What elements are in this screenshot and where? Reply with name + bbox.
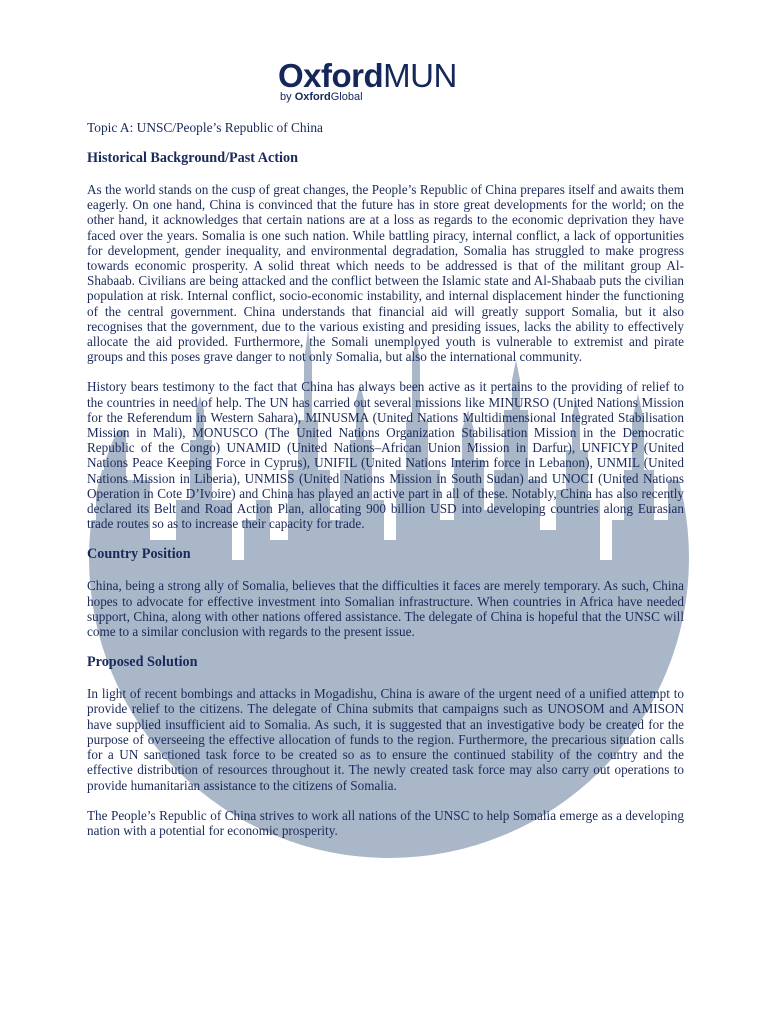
heading-proposed-solution: Proposed Solution [87,654,198,671]
logo-wordmark: OxfordMUN [278,57,457,94]
oxfordmun-logo [278,58,498,103]
heading-historical-background: Historical Background/Past Action [87,150,298,166]
paragraph-background-1: As the world stands on the cusp of great changes, the People’s Republic of China prepares itself and awaits them eagerly. On one hand, China is convinced that the future has in store great developments for the world; on the other hand, it acknowledges that certain nations are at a loss as regards to the economic deprivation they have faced over the years. Somalia is one such nation. While battling piracy, internal conflict, a lack of opportunities for development, gender inequality, and environmental degradation, Somalia has struggled to make progress towards economic prosperity. A solid threat which needs to be addressed is that of the militant group Al-Shabaab. Civilians are being attacked and the conflict between the Islamic state and Al-Shabaab puts the civilian population at risk. Internal conflict, socio-economic instability, and internal displacement hinder the functioning of the central government. China understands that financial aid will greatly support Somalia, but it also recognises that the government, due to the various existing and presiding issues, lacks the ability to effectively allocate the aid provided. Furthermore, the Somali unemployed youth is vulnerable to extremist and pirate groups and this poses grave danger to not only Somalia, but also the international community. [87,182,684,365]
document-body [87,120,684,853]
paragraph-solution-1: In light of recent bombings and attacks in Mogadishu, China is aware of the urgent need of a unified attempt to provide relief to the citizens. The delegate of China submits that campaigns such as UNOSOM and AMISON have supplied insufficient aid to Somalia. As such, it is suggested that an investigative body be created for the purpose of overseeing the effective allocation of funds to the region. Furthermore, the precarious situation calls for a UN sanctioned task force to be created so as to ensure the continued stability of the country and the effective distribution of resources throughout it. The newly created task force may also carry out operations to provide humanitarian assistance to the citizens of Somalia. [87,686,684,793]
paragraph-solution-2: The People’s Republic of China strives to work all nations of the UNSC to help Somalia emerge as a developing nation with a potential for economic prosperity. [87,807,684,838]
topic-line: Topic A: UNSC/People’s Republic of China [87,120,323,135]
heading-country-position: Country Position [87,546,191,563]
paragraph-position-1: China, being a strong ally of Somalia, believes that the difficulties it faces are merely temporary. As such, China hopes to advocate for effective investment into Somalian infrastructure. When countries in Africa have needed support, China, along with other nations offered assistance. The delegate of China is hopeful that the UNSC will come to a similar conclusion with regards to the present issue. [87,578,684,640]
paragraph-background-2: History bears testimony to the fact that China has always been active as it pertains to the providing of relief to the countries in need of help. The UN has carried out several missions like MINURSO (United Nations Mission for the Referendum in Western Sahara), MINUSMA (United Nations Multidimensional Integrated Stabilisation Mission in Mali), MONUSCO (The United Nations Organization Stabilisation Mission in the Democratic Republic of the Congo) UNAMID (United Nations–African Union Mission in Darfur), UNFICYP (United Nations Peace Keeping Force in Cyprus), UNIFIL (United Nations Interim force in Lebanon), UNMIL (United Nations Mission in Liberia), UNMISS (United Nations Mission in South Sudan) and UNOCI (United Nations Operation in Cote D’Ivoire) and China has played an active part in all of these. Notably, China has also recently declared its Belt and Road Action Plan, allocating 900 billion USD into developing countries along Eurasian trade routes so as to increase their capacity for trade. [87,379,684,532]
logo-byline: by OxfordGlobal [280,91,363,103]
